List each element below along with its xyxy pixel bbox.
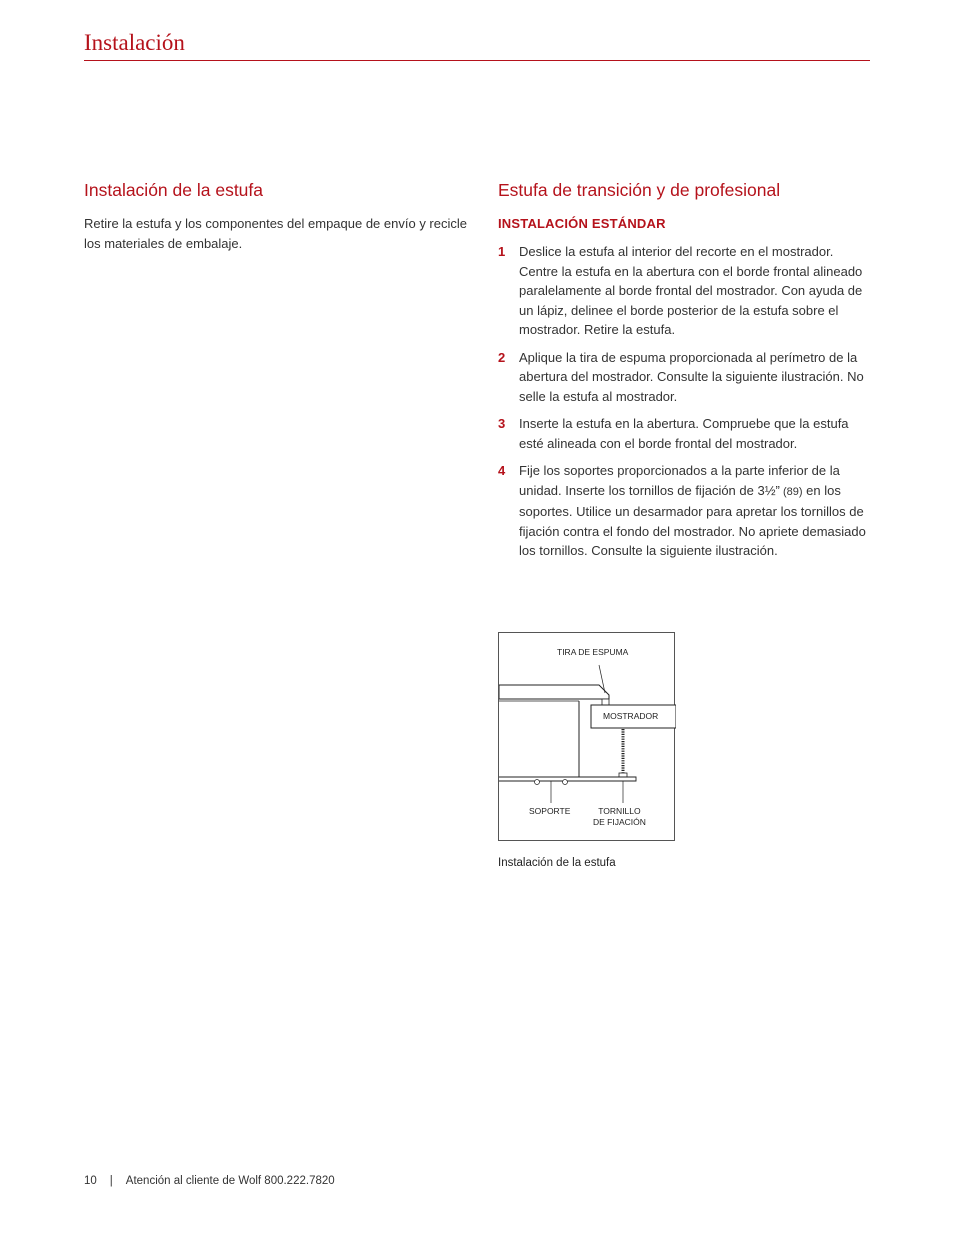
step-text-measure: (89) xyxy=(779,485,803,498)
bracket-shape xyxy=(499,777,636,781)
steps-list xyxy=(498,242,874,561)
page-title: Instalación xyxy=(84,30,185,55)
page-number: 10 xyxy=(84,1175,97,1187)
label-screw-line1: TORNILLO xyxy=(598,806,641,816)
footer-separator: | xyxy=(109,1175,113,1187)
label-foam-strip: TIRA DE ESPUMA xyxy=(557,647,629,657)
installation-diagram xyxy=(498,632,675,841)
title-divider xyxy=(84,60,870,61)
subheading-standard-install: INSTALACIÓN ESTÁNDAR xyxy=(498,216,666,231)
section-heading-transitional-pro: Estufa de transición y de profesional xyxy=(498,180,781,200)
step-text: Deslice la estufa al interior del recorte en el mostrador. Centre la estufa en la abertura con el borde frontal alineado paralelamente al borde frontal del mostrador. Con ayuda de un lápiz, delinee el borde posterior de la estufa sobre el mostrador. Retire la estufa. xyxy=(519,244,863,337)
range-top-shape xyxy=(499,685,609,699)
step-text: Aplique la tira de espuma proporcionada al perímetro de la abertura del mostrador. Consulte la siguiente ilustración. No selle la estufa al mostrador. xyxy=(519,349,864,404)
left-column xyxy=(84,178,469,254)
step-item xyxy=(498,242,874,340)
step-item xyxy=(498,414,874,453)
bracket-rivet xyxy=(535,780,540,785)
diagram-drawing xyxy=(499,633,676,842)
step-text: Inserte la estufa en la abertura. Compruebe que la estufa esté alineada con el borde frontal del mostrador. xyxy=(519,416,849,451)
step-item xyxy=(498,461,874,561)
label-screw-line2: DE FIJACIÓN xyxy=(593,817,646,827)
page-footer xyxy=(84,1175,335,1187)
foam-strip-shape xyxy=(602,699,609,705)
label-counter: MOSTRADOR xyxy=(603,711,659,721)
step-number: 4 xyxy=(498,463,506,478)
footer-contact: Atención al cliente de Wolf 800.222.7820 xyxy=(125,1175,335,1187)
step-text-part: Fije los soportes proporcionados a la parte inferior de la unidad. Inserte los tornillos de fijación de 3½” xyxy=(519,463,840,498)
step-number: 1 xyxy=(498,244,506,259)
step-text xyxy=(519,461,874,561)
right-column xyxy=(498,178,874,569)
section-heading-range-install: Instalación de la estufa xyxy=(84,180,264,200)
step-number: 3 xyxy=(498,416,506,431)
screw-nut xyxy=(619,773,627,777)
step-text-part: en los soportes. Utilice un desarmador para apretar los tornillos de fijación contra el fondo del mostrador. No apriete demasiado los tornillos. Consulte la siguiente ilustración. xyxy=(519,482,866,558)
figure-caption: Instalación de la estufa xyxy=(498,857,616,869)
step-number: 2 xyxy=(498,349,506,365)
label-bracket: SOPORTE xyxy=(529,806,571,816)
label-screw xyxy=(593,806,646,828)
bracket-rivet xyxy=(563,780,568,785)
step-item xyxy=(498,348,874,407)
section-body: Retire la estufa y los componentes del empaque de envío y recicle los materiales de embalaje. xyxy=(84,216,467,251)
